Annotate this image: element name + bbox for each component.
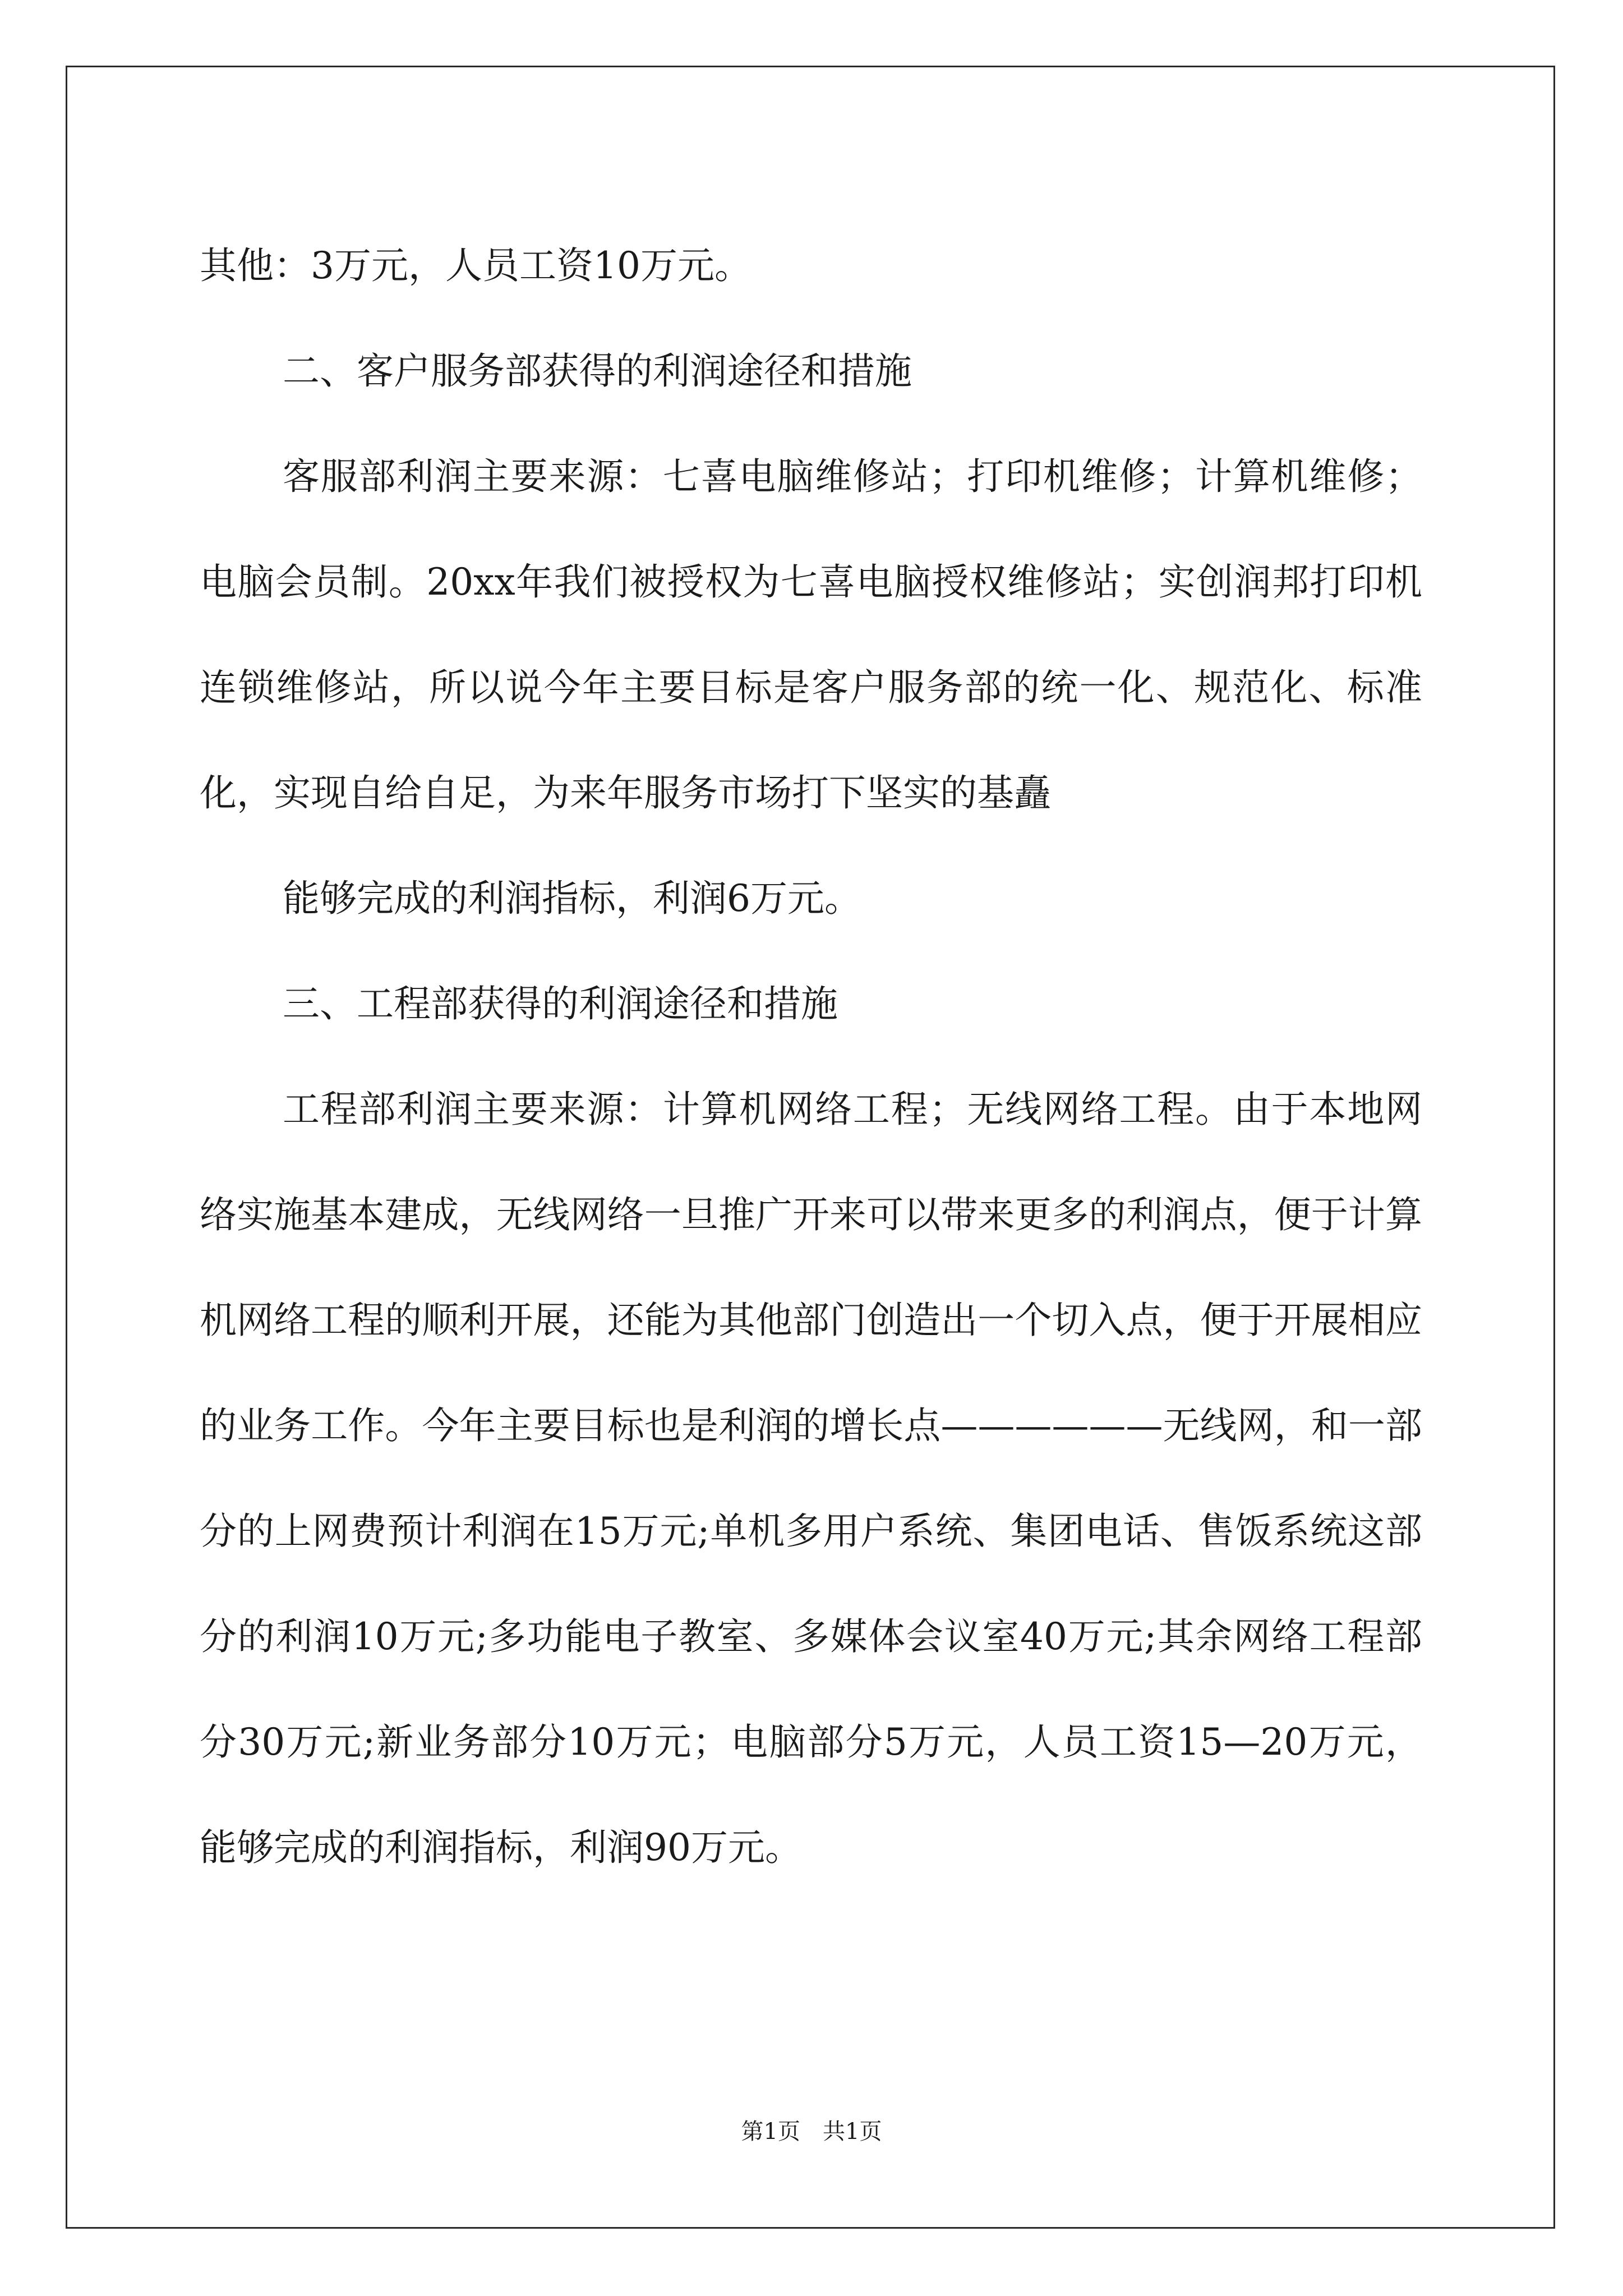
section-heading-engineering: 三、工程部获得的利润途径和措施 [283,982,838,1025]
page-number-current: 第1页 [741,2119,800,2145]
paragraph-1: 其他：3万元，人员工资10万元。 [200,244,751,287]
section-heading-customer-service: 二、客户服务部获得的利润途径和措施 [283,349,912,393]
document-body [200,213,1422,1901]
page-footer [0,2114,1623,2146]
paragraph-engineering-sources: 工程部利润主要来源：计算机网络工程；无线网络工程。由于本地网络实施基本建成，无线网络一旦推广开来可以带来更多的利润点，便于计算机网络工程的顺利开展，还能为其他部门创造出一个切入点，便于开展相应的业务工作。今年主要目标也是利润的增长点——————无线网，和一部分的上网费预计利润在15万元;单机多用户系统、集团电话、售饭系统这部分的利润10万元;多功能电子教室、多媒体会议室40万元;其余网络工程部分30万元;新业务部分10万元；电脑部分5万元，人员工资15—20万元，能够完成的利润指标，利润90万元。 [200,1088,1422,1869]
page-number-total: 共1页 [823,2119,882,2145]
paragraph-customer-service-sources: 客服部利润主要来源：七喜电脑维修站；打印机维修；计算机维修；电脑会员制。20xx年我们被授权为七喜电脑授权维修站；实创润邦打印机连锁维修站，所以说今年主要目标是客户服务部的统一化、规范化、标准化，实现自给自足，为来年服务市场打下坚实的基矗 [200,455,1422,815]
paragraph-customer-service-target: 能够完成的利润指标，利润6万元。 [283,877,861,920]
